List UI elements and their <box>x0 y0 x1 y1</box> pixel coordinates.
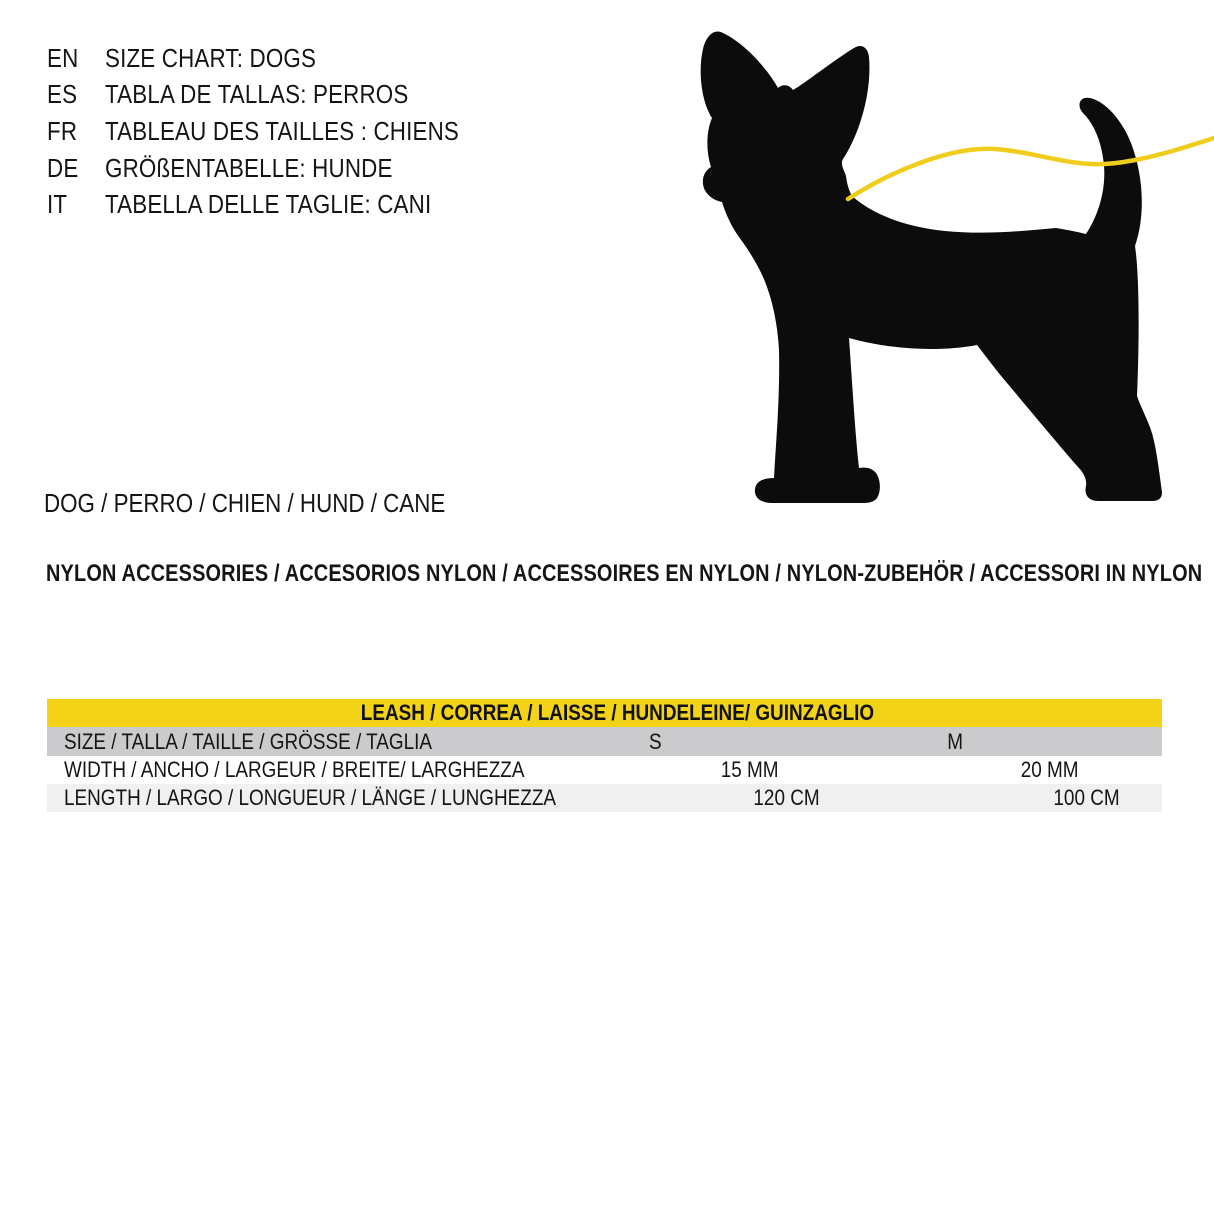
language-title: TABLEAU DES TAILLES : CHIENS <box>105 115 459 146</box>
animal-label: DOG / PERRO / CHIEN / HUND / CANE <box>44 488 446 518</box>
language-title: GRÖßENTABELLE: HUNDE <box>105 152 393 183</box>
table-row-size <box>47 727 1162 756</box>
category-title: NYLON ACCESSORIES / ACCESORIOS NYLON / ACCESSOIRES EN NYLON / NYLON-ZUBEHÖR / ACCESSORI IN NYLON <box>46 560 1203 587</box>
language-row-en <box>47 40 517 77</box>
language-row-it <box>47 186 517 223</box>
language-code: DE <box>47 152 79 183</box>
language-row-es <box>47 77 517 114</box>
leash-line <box>848 138 1214 199</box>
table-header: LEASH / CORREA / LAISSE / HUNDELEINE/ GUINZAGLIO <box>47 699 1162 727</box>
language-list <box>47 40 517 223</box>
language-code: EN <box>47 42 79 73</box>
language-title: TABLA DE TALLAS: PERROS <box>105 79 409 110</box>
size-s-value: S <box>648 728 662 754</box>
width-m-value: 20 MM <box>1020 757 1079 782</box>
language-title: TABELLA DELLE TAGLIE: CANI <box>105 189 432 220</box>
length-m-value: 100 CM <box>1052 785 1120 810</box>
table-row-width <box>47 756 1162 784</box>
language-code: FR <box>47 115 78 146</box>
language-row-fr <box>47 113 517 150</box>
row-label: SIZE / TALLA / TAILLE / GRÖSSE / TAGLIA <box>64 728 433 754</box>
size-m-value: M <box>947 728 963 754</box>
dog-silhouette <box>701 31 1162 503</box>
row-label: LENGTH / LARGO / LONGUEUR / LÄNGE / LUNGHEZZA <box>64 785 557 810</box>
table-row-length <box>47 784 1162 812</box>
dog-illustration-svg <box>690 20 1214 510</box>
width-s-value: 15 MM <box>720 757 779 782</box>
language-title: SIZE CHART: DOGS <box>105 42 317 73</box>
language-row-de <box>47 150 517 187</box>
length-s-value: 120 CM <box>752 785 820 810</box>
row-label: WIDTH / ANCHO / LARGEUR / BREITE/ LARGHEZZA <box>64 757 525 782</box>
language-code: IT <box>47 189 68 220</box>
size-table <box>47 699 1162 812</box>
language-code: ES <box>47 79 78 110</box>
dog-illustration <box>690 20 1214 510</box>
